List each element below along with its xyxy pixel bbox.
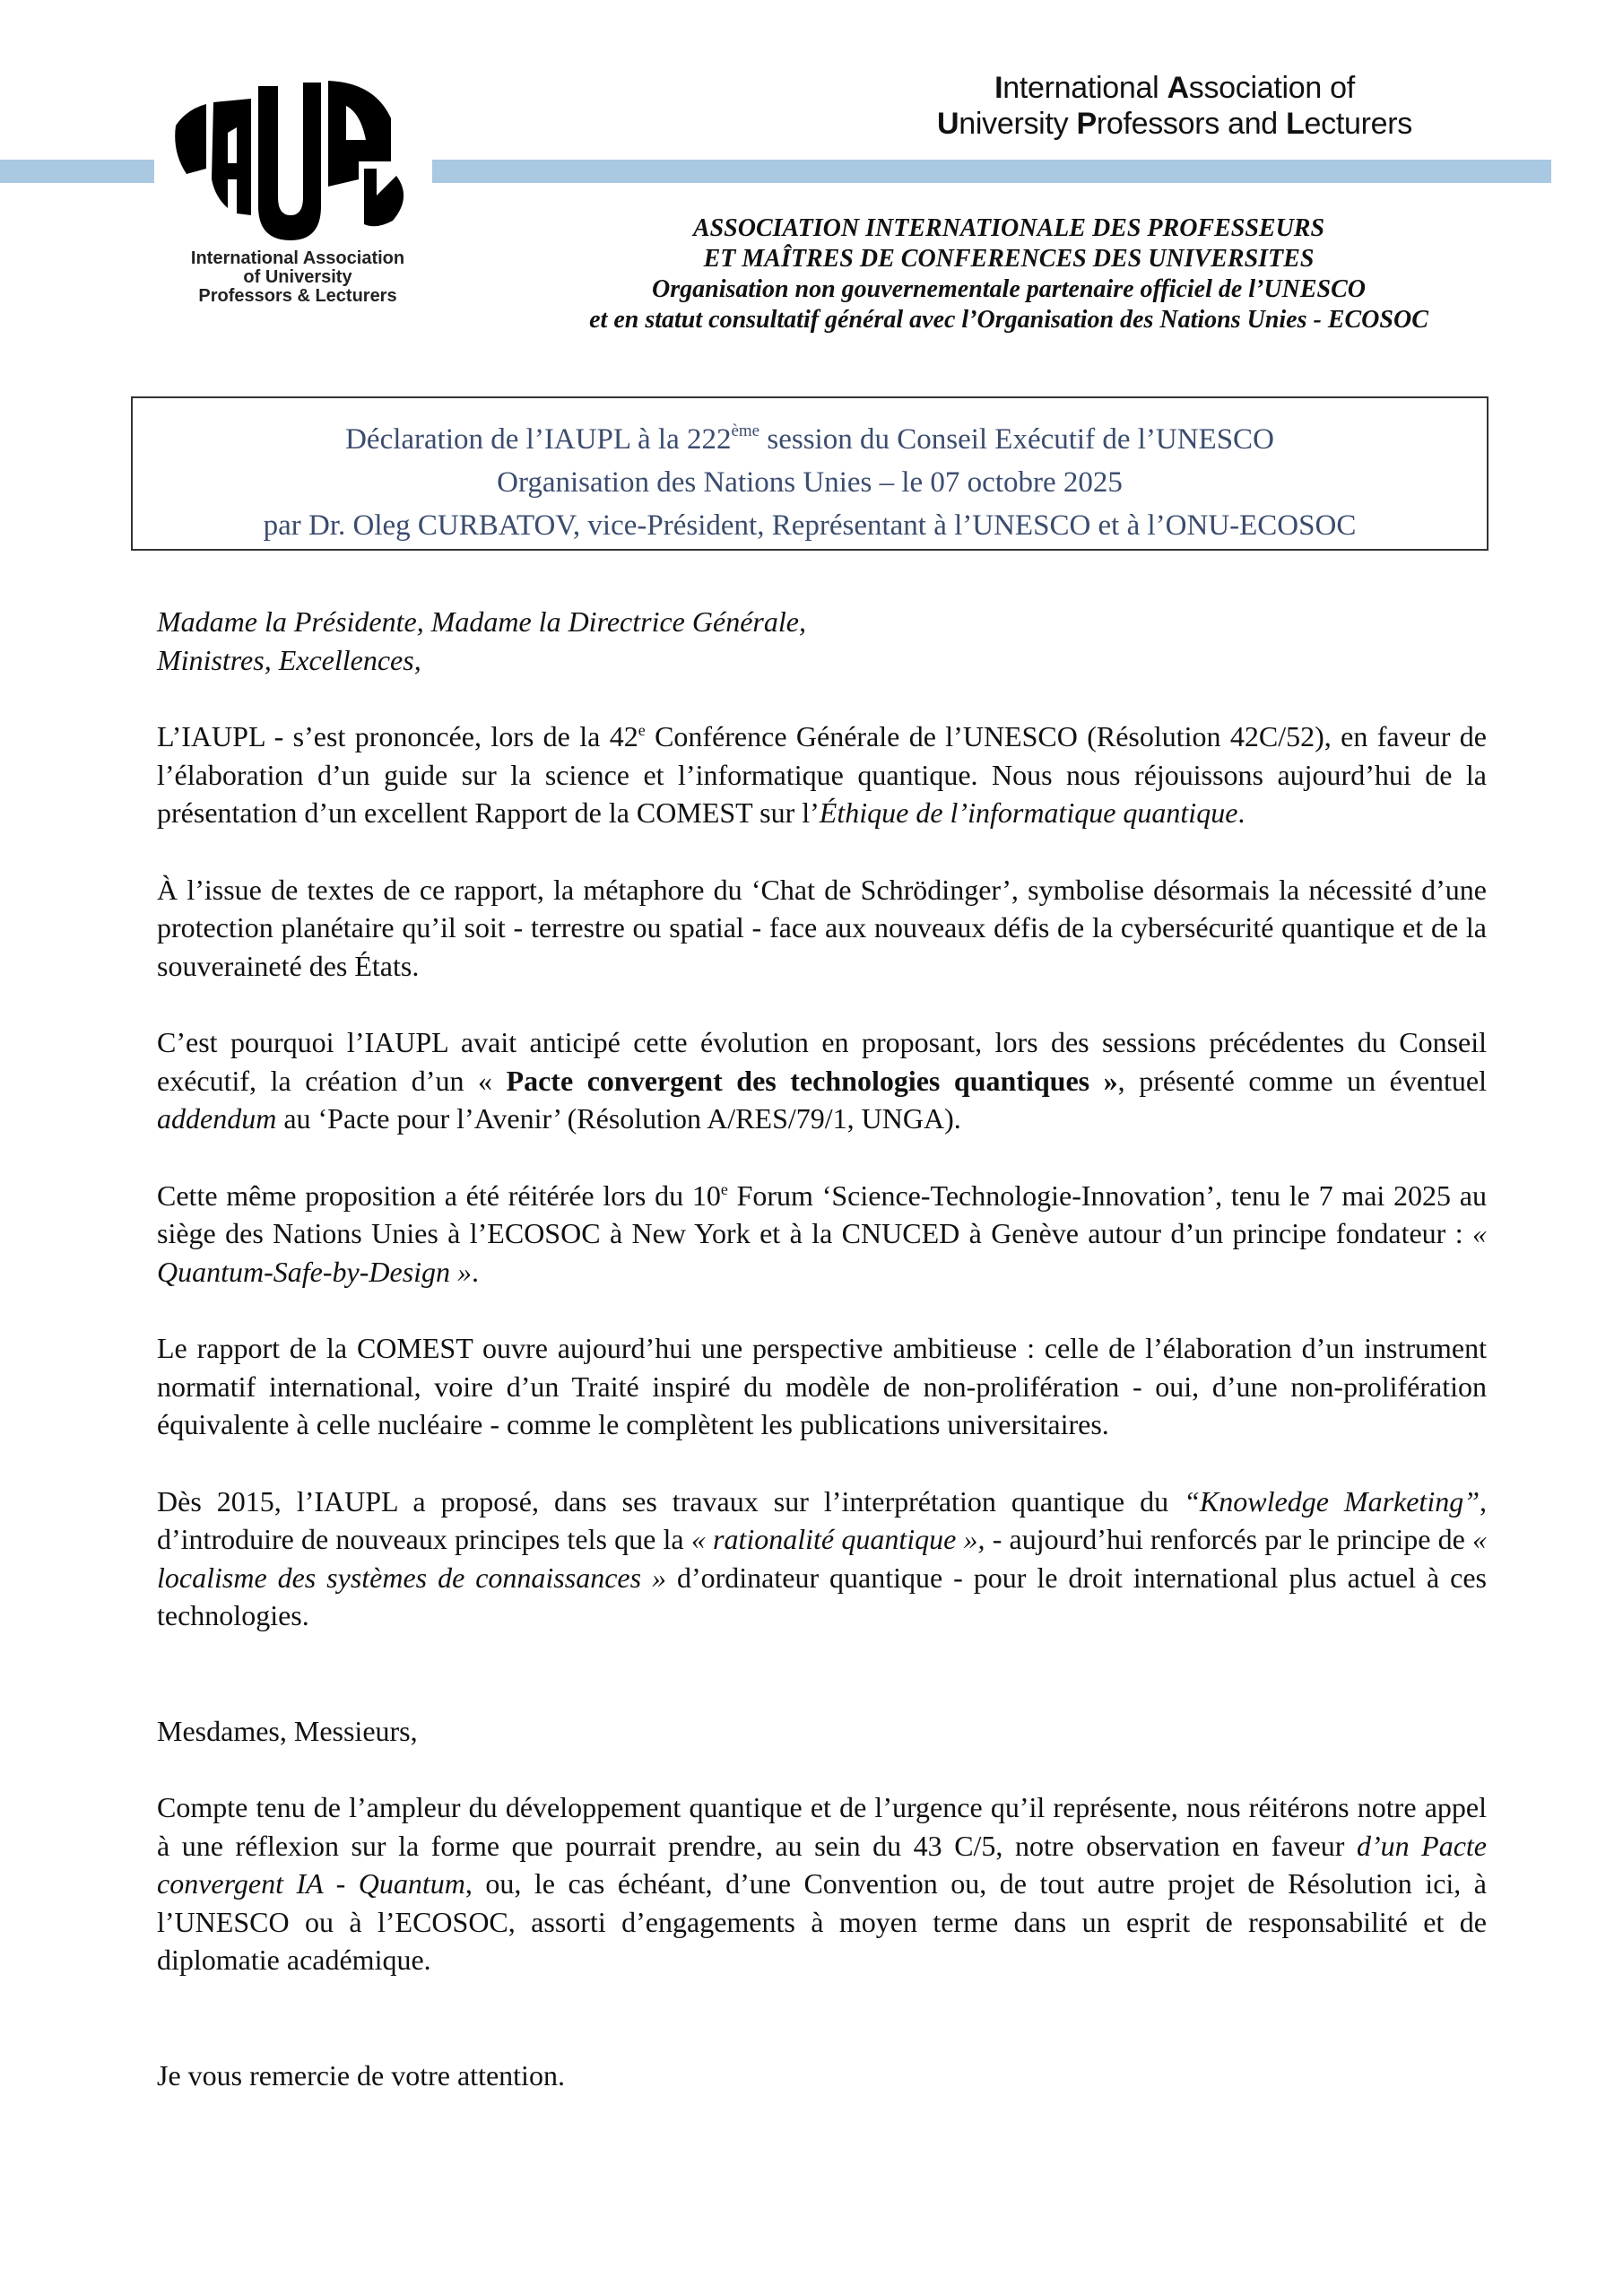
- declaration-title: Déclaration de l’IAUPL à la 222ème session du Conseil Exécutif de l’UNESCO Organisation des Nations Unies – le 07 octobre 2025 par Dr. Oleg CURBATOV, vice-Président, Représentant à l’UNESCO et à l’ONU-ECOSOC: [263, 422, 1357, 542]
- salutation: Madame la Présidente, Madame la Directrice Générale, Ministres, Excellences,: [157, 605, 806, 676]
- logo-caption: International Association of University Professors & Lecturers: [190, 248, 405, 306]
- iaupl-logo-icon: [169, 63, 420, 251]
- paragraph-4: Cette même proposition a été réitérée lors du 10e Forum ‘Science-Technologie-Innovation’, tenu le 7 mai 2025 au siège des Nations Unies à l’ECOSOC à New York et à la CNUCED à Genève autour d’un principe fondateur : « Quantum-Safe-by-Design ».: [157, 1178, 1487, 1288]
- paragraph-7: Compte tenu de l’ampleur du développement quantique et de l’urgence qu’il représente, nous réitérons notre appel à une réflexion sur la forme que pourrait prendre, au sein du 43 C/5, notre observation en faveur d’un Pacte convergent IA - Quantum, ou, le cas échéant, d’une Convention ou, de tout autre projet de Résolution ici, à l’UNESCO ou à l’ECOSOC, assorti d’engagements à moyen terme dans un esprit de responsabilité et de diplomatie académique.: [157, 1791, 1488, 1976]
- association-name-line-1: International Association of: [994, 71, 1355, 105]
- association-name-french: ASSOCIATION INTERNATIONALE DES PROFESSEURS ET MAÎTRES DE CONFERENCES DES UNIVERSITES Organisation non gouvernementale partenaire officiel de l’UNESCO et en statut consultatif général avec l’Organisation des Nations Unies - ECOSOC: [589, 214, 1428, 334]
- paragraph-6: Dès 2015, l’IAUPL a proposé, dans ses travaux sur l’interprétation quantique du “Knowledge Marketing”, d’introduire de nouveaux principes tels que la « rationalité quantique », - aujourd’hui renforcés par le principe de « localisme des systèmes de connaissances » d’ordinateur quantique - pour le droit international plus actuel à ces technologies.: [157, 1484, 1488, 1631]
- association-name-english: [861, 70, 1488, 142]
- declaration-title-box: [131, 396, 1488, 551]
- salutation-2: Mesdames, Messieurs,: [157, 1714, 418, 1747]
- paragraph-5: Le rapport de la COMEST ouvre aujourd’hui une perspective ambitieuse : celle de l’élaboration d’un instrument normatif international, voire d’un Traité inspiré du modèle de non-prolifération - oui, d’une non-prolifération équivalente à celle nucléaire - comme le complètent les publications universitaires.: [157, 1332, 1487, 1440]
- header-band-right: [432, 160, 1551, 183]
- document-body: [157, 603, 1487, 2094]
- association-name-line-2: University Professors and Lecturers: [937, 107, 1412, 141]
- paragraph-2: À l’issue de textes de ce rapport, la métaphore du ‘Chat de Schrödinger’, symbolise désormais la nécessité d’une protection planétaire qu’il soit - terrestre ou spatial - face aux nouveaux défis de la cybersécurité quantique et de la souveraineté des États.: [157, 873, 1487, 982]
- closing: Je vous remercie de votre attention.: [157, 2058, 565, 2092]
- paragraph-1: L’IAUPL - s’est prononcée, lors de la 42e Conférence Générale de l’UNESCO (Résolution 42C/52), en faveur de l’élaboration d’un guide sur la science et l’informatique quantique. Nous nous réjouissons aujourd’hui de la présentation d’un excellent Rapport de la COMEST sur l’Éthique de l’informatique quantique.: [157, 720, 1488, 829]
- header-band-left: [0, 160, 154, 183]
- paragraph-3: C’est pourquoi l’IAUPL avait anticipé cette évolution en proposant, lors des sessions précédentes du Conseil exécutif, la création d’un « Pacte convergent des technologies quantiques », présenté comme un éventuel addendum au ‘Pacte pour l’Avenir’ (Résolution A/RES/79/1, UNGA).: [157, 1026, 1488, 1135]
